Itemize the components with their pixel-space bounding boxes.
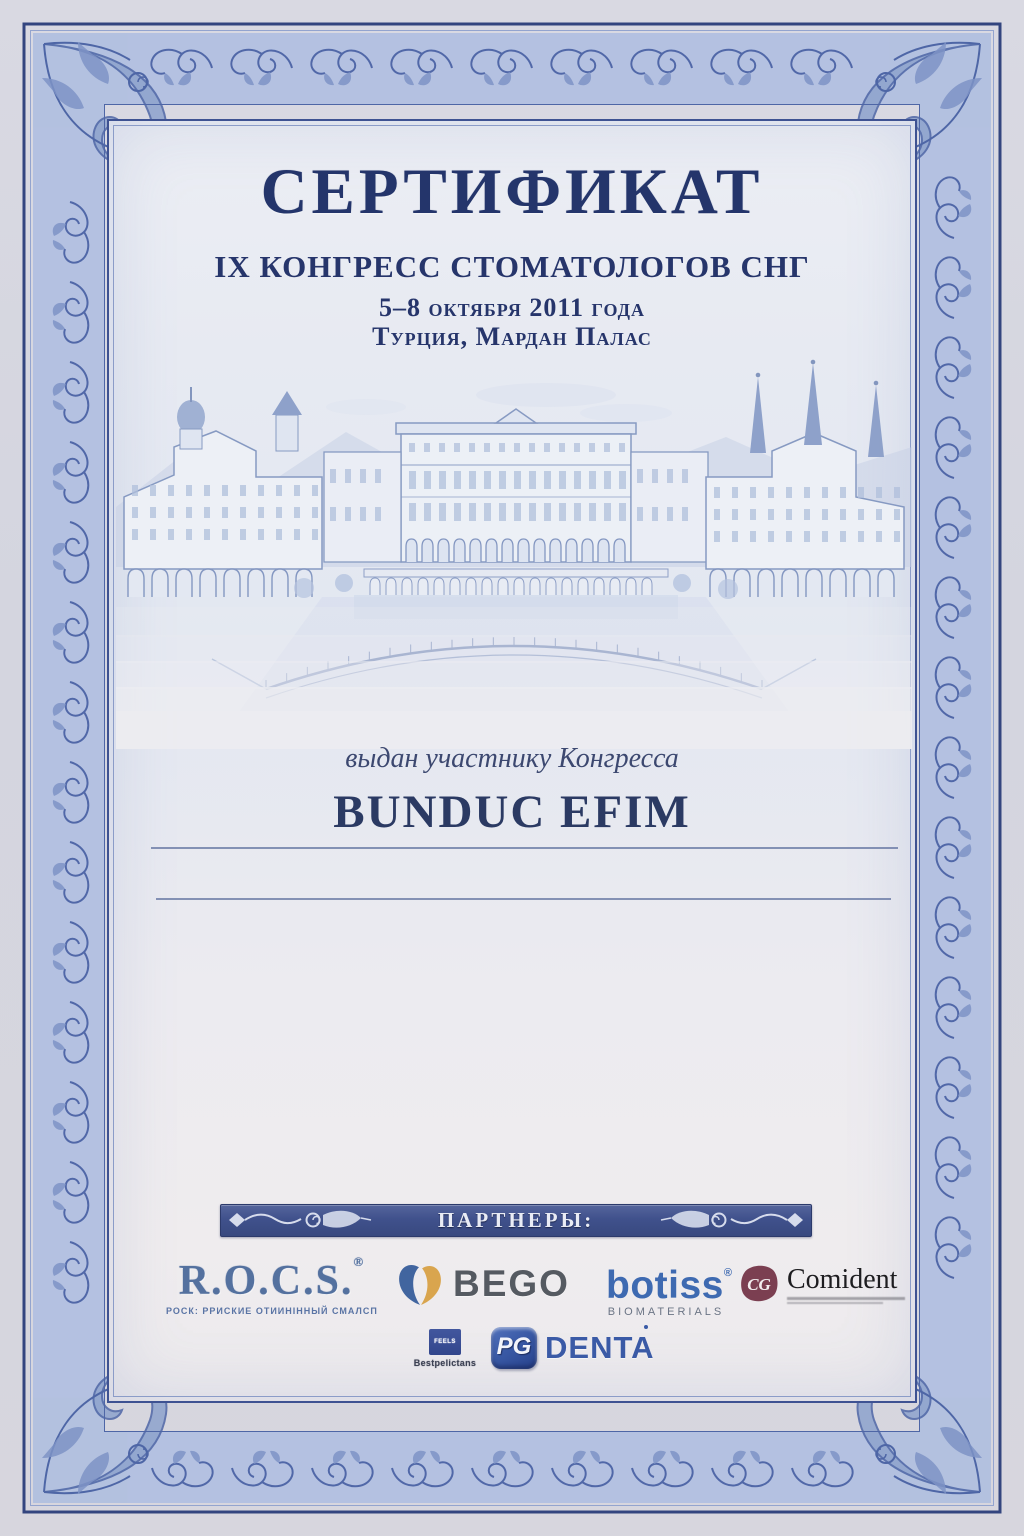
cg-badge-icon [739, 1265, 779, 1303]
bego-heart-icon [397, 1261, 443, 1307]
bego-wordmark: BEGO [453, 1263, 570, 1304]
recipient-name: BUNDUC EFIM [333, 786, 691, 838]
logo-mini-badge [405, 1329, 485, 1368]
logo-comident [739, 1265, 905, 1304]
pg-denta-wordmark: DENTA [545, 1330, 654, 1366]
mini-badge-icon: FEELS [429, 1329, 461, 1355]
comident-tagline [787, 1297, 905, 1300]
botiss-wordmark: botiss® [606, 1264, 733, 1307]
issued-to-line: выдан участнику Конгресса [345, 743, 679, 774]
registered-mark-icon: ® [353, 1254, 364, 1269]
registered-mark-icon: ® [723, 1267, 733, 1279]
logo-bego [397, 1261, 570, 1307]
partners-heading: ПАРТНЕРЫ: [437, 1208, 595, 1232]
congress-subtitle: IX КОНГРЕСС СТОМАТОЛОГОВ СНГ [214, 249, 810, 284]
rocs-tagline: РОСК: РРИСКИЕ ОТИИНІННЫЙ СМАЛСП [166, 1306, 378, 1316]
comident-wordmark: Comident [787, 1264, 898, 1295]
partner-logos [109, 121, 915, 1401]
event-location: Турция, Мардан Палас [372, 322, 652, 351]
comident-tagline [787, 1302, 883, 1304]
logo-pg-denta [491, 1327, 654, 1369]
logo-botiss [606, 1253, 733, 1318]
rocs-wordmark: R.O.C.S.® [178, 1254, 364, 1304]
logo-rocs [166, 1254, 376, 1316]
pg-denta-accent-dot [644, 1325, 648, 1329]
certificate-title: СЕРТИФИКАТ [260, 156, 764, 228]
pg-badge-icon: PG [491, 1327, 537, 1369]
mini-badge-caption: Bestpelictans [413, 1358, 477, 1368]
botiss-subtext: BIOMATERIALS [607, 1306, 725, 1318]
certificate-paper [107, 119, 917, 1403]
svg-text:CG: CG [747, 1275, 771, 1294]
event-dates: 5–8 октября 2011 года [379, 293, 645, 322]
